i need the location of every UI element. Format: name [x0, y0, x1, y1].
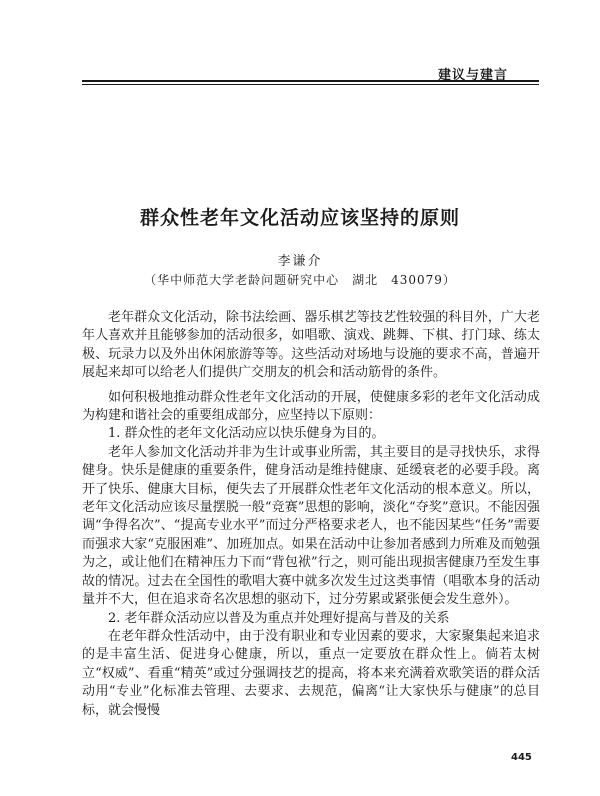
article-author: 李谦介 — [277, 254, 323, 269]
paragraph-intro: 老年群众文化活动，除书法绘画、器乐棋艺等技艺性较强的科目外，广大老年人喜欢并且能够参加的活动很多，如唱歌、演戏、跳舞、下棋、打门球、练太极、玩录力以及外出休闲旅游等等。这些活动对场地与设施的要求不高，普遍开展起来却可以给老人们提供广交朋友的机会和活动筋骨的条件。 — [82, 310, 540, 381]
section-header: 建议与建言 — [438, 68, 509, 83]
section-heading-1: 1. 群众性的老年文化活动应以快乐健身为目的。 — [108, 426, 385, 442]
section-heading-2: 2. 老年群众活动应以普及为重点并处理好提高与普及的关系 — [108, 610, 450, 626]
paragraph-principle-1: 老年人参加文化活动并非为生计或事业所需，其主要目的是寻找快乐，求得健身。快乐是健康的重要条件，健身活动是维持健康、延缓衰老的必要手段。离开了快乐、健康大目标，便失去了开展群众性老年文化活动的根本意义。所以，老年文化活动应该尽量摆脱一般“竞赛”思想的影响，淡化“夺奖”意识。不能因强调“争得名次”、“提高专业水平”而过分严格要求老人，也不能因某些“任务”需要而强求大家“克服困难”、加班加点。如果在活动中让参加者感到力所难及而勉强为之，或让他们在精神压力下而“背包袱”行之，则可能出现损害健康乃至发生事故的情况。过去在全国性的歌唱大赛中就多次发生过这类事情（唱歌本身的活动量并不大，但在追求奇名次思想的驱动下，过分劳累或紧张便会发生意外）。 — [82, 444, 540, 608]
author-affiliation: （华中师范大学老龄问题研究中心 湖北 430079） — [144, 273, 456, 287]
paragraph-principles-intro: 如何积极地推动群众性老年文化活动的开展，使健康多彩的老年文化活动成为构建和谐社会的重要组成部分，应坚持以下原则： — [82, 389, 540, 424]
header-rule-thick — [82, 80, 539, 82]
page-number: 445 — [511, 752, 532, 763]
header-rule-thin — [82, 84, 539, 85]
paragraph-principle-2: 在老年群众性活动中，由于没有职业和专业因素的要求，大家聚集起来追求的是丰富生活、促进身心健康，所以，重点一定要放在群众性上。倘若太树立“权威”、看重“精英”或过分强调技艺的提高，将本来充满着欢歌笑语的群众活动用“专业”化标准去管理、去要求、去规范，偏离“让大家快乐与健康”的总目标，就会慢慢 — [82, 628, 540, 718]
article-title: 群众性老年文化活动应该坚持的原则 — [139, 207, 460, 229]
article-body — [82, 309, 540, 720]
